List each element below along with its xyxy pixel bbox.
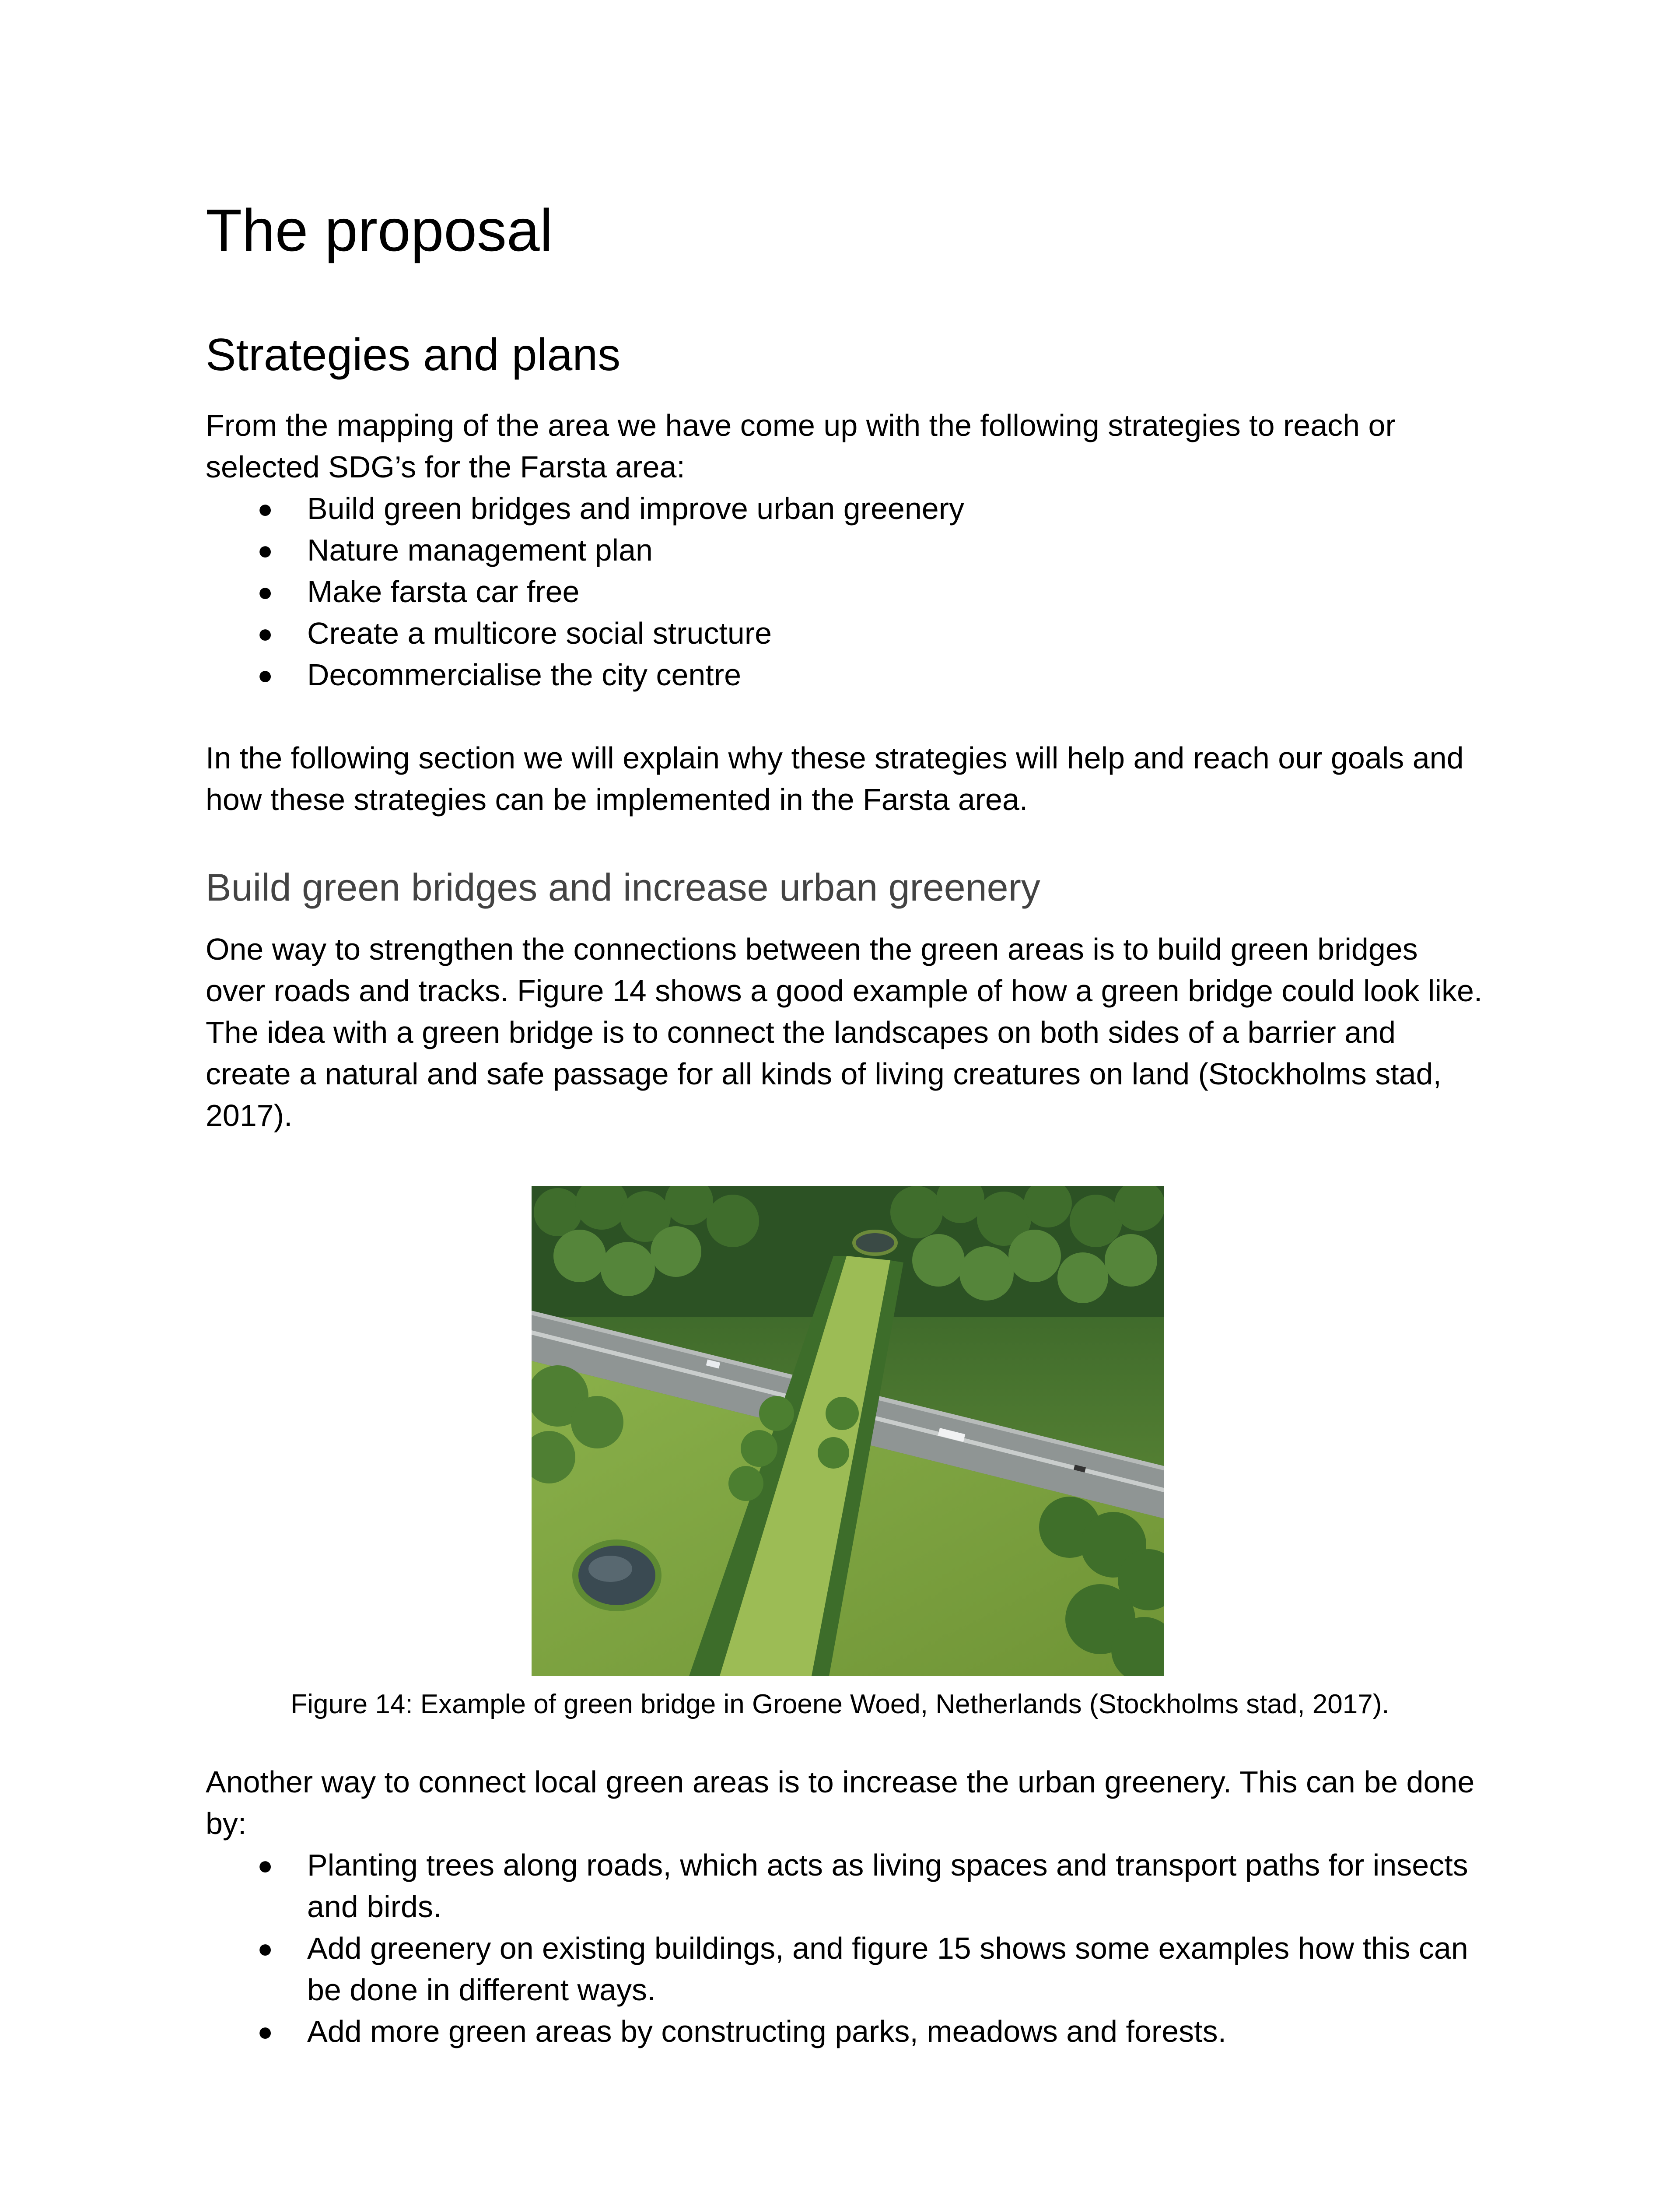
bullet-icon: ● (257, 619, 273, 648)
section-title: Strategies and plans (206, 330, 621, 380)
greenery-paragraph: Another way to connect local green areas is to increase the urban greenery. This can be done by: (206, 1765, 1475, 1841)
list-item (206, 613, 1483, 654)
list-item-text: Add greenery on existing buildings, and figure 15 shows some examples how this can be done in different ways. (307, 1931, 1468, 2007)
list-item-text: Decommercialise the city centre (307, 658, 741, 692)
bullet-icon: ● (257, 1934, 273, 1963)
list-item-text: Make farsta car free (307, 575, 580, 609)
intro-paragraph: From the mapping of the area we have come up with the following strategies to reach or selected SDG’s for the Farsta area: (206, 408, 1396, 484)
subsection-title: Build green bridges and increase urban greenery (206, 866, 1040, 909)
list-item-text: Planting trees along roads, which acts as living spaces and transport paths for insects and birds. (307, 1848, 1468, 1924)
bullet-icon: ● (257, 660, 273, 690)
followup-paragraph: In the following section we will explain why these strategies will help and reach our goals and how these strategies can be implemented in the Farsta area. (206, 741, 1464, 817)
bullet-icon: ● (257, 1851, 273, 1880)
list-item (206, 2011, 1483, 2052)
list-item (206, 571, 1483, 613)
bullet-icon: ● (257, 536, 273, 565)
bullet-icon: ● (257, 577, 273, 607)
bullet-icon: ● (257, 2017, 273, 2046)
list-item (206, 1928, 1483, 2011)
strategies-list (206, 488, 1483, 696)
list-item (206, 529, 1483, 571)
list-item (206, 654, 1483, 696)
green-bridge-photo (532, 1186, 1164, 1676)
figure-caption: Figure 14: Example of green bridge in Groene Woed, Netherlands (Stockholms stad, 2017). (290, 1689, 1390, 1719)
bullet-icon: ● (257, 494, 273, 523)
list-item (206, 1844, 1483, 1928)
page-heading: The proposal (206, 197, 553, 263)
list-item-text: Nature management plan (307, 533, 653, 567)
greenery-list (206, 1844, 1483, 2052)
list-item (206, 488, 1483, 529)
list-item-text: Create a multicore social structure (307, 616, 772, 650)
list-item-text: Add more green areas by constructing parks, meadows and forests. (307, 2014, 1227, 2048)
list-item-text: Build green bridges and improve urban greenery (307, 491, 965, 526)
green-bridge-paragraph: One way to strengthen the connections between the green areas is to build green bridges over roads and tracks. Figure 14 shows a good example of how a green bridge could look like. The idea with a green bridge is to connect the landscapes on both sides of a barrier and create a natural and safe passage for all kinds of living creatures on land (Stockholms stad, 2017). (206, 932, 1483, 1133)
